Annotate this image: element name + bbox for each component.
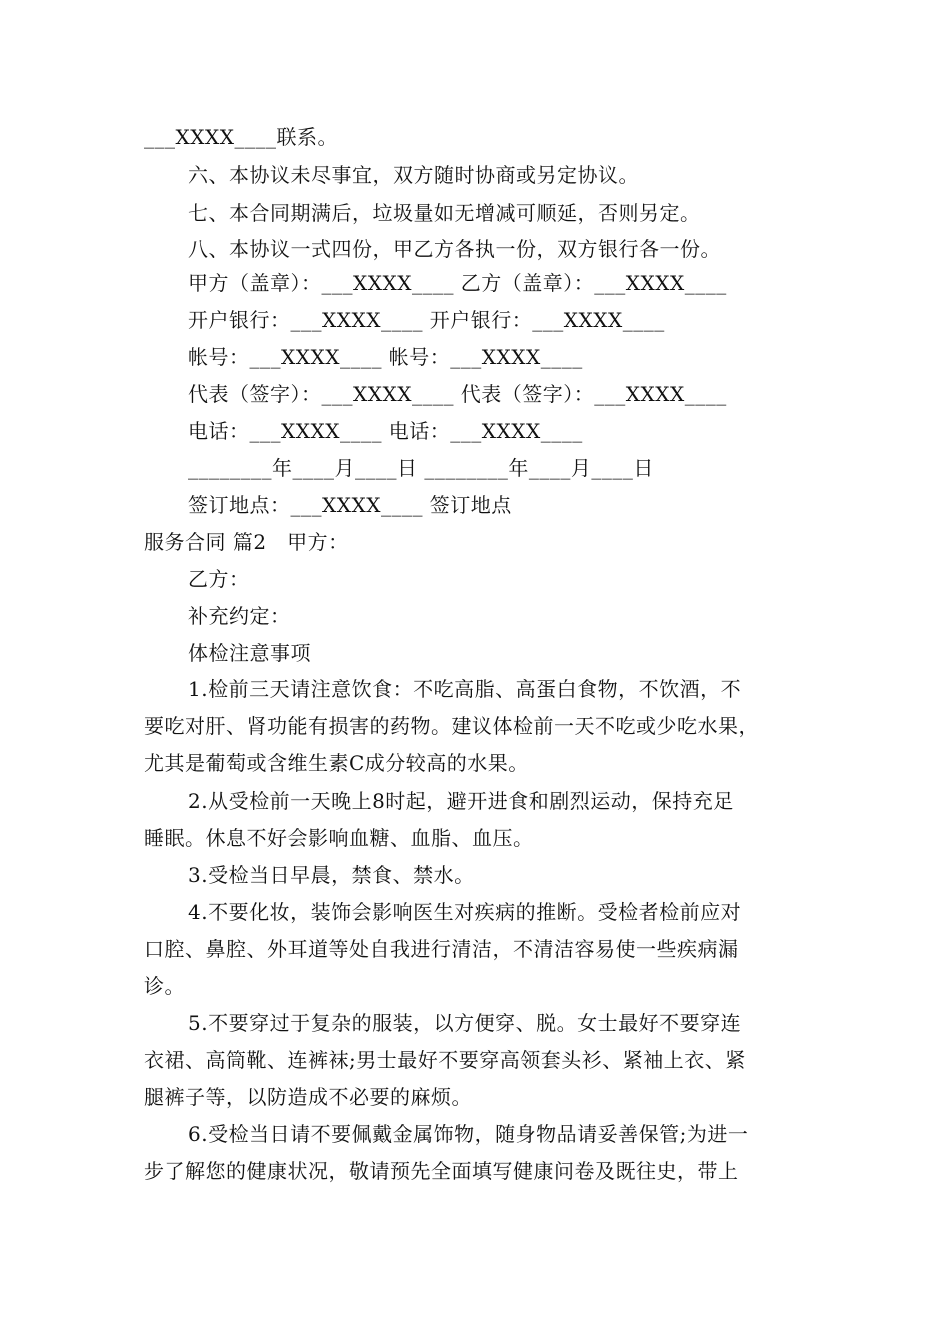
item-6-line-2: 步了解您的健康状况，敬请预先全面填写健康问卷及既往史，带上: [144, 1159, 739, 1183]
signing-place-line: 签订地点：___XXXX____ 签订地点: [188, 493, 512, 517]
clause-six: 六、本协议未尽事宜，双方随时协商或另定协议。: [188, 163, 639, 187]
party-b-line: 乙方：: [188, 567, 250, 591]
item-1-line-1: 1.检前三天请注意饮食：不吃高脂、高蛋白食物，不饮酒，不: [188, 677, 742, 701]
item-4-line-3: 诊。: [144, 974, 185, 998]
item-2-line-1: 2.从受检前一天晚上8时起，避开进食和剧烈运动，保持充足: [188, 789, 734, 813]
item-5-line-2: 衣裙、高筒靴、连裤袜;男士最好不要穿高领套头衫、紧袖上衣、紧: [144, 1048, 746, 1072]
item-2-line-2: 睡眠。休息不好会影响血糖、血脂、血压。: [144, 826, 534, 850]
clause-eight: 八、本协议一式四份，甲乙方各执一份，双方银行各一份。: [188, 237, 721, 261]
item-4-line-1: 4.不要化妆，装饰会影响医生对疾病的推断。受检者检前应对: [188, 900, 742, 924]
account-line: 帐号：___XXXX____ 帐号：___XXXX____: [188, 345, 583, 369]
date-line: ________年____月____日 ________年____月____日: [188, 456, 654, 480]
contact-line: ___XXXX____联系。: [144, 125, 338, 149]
clause-seven: 七、本合同期满后，垃圾量如无增减可顺延，否则另定。: [188, 201, 701, 225]
item-3-line-1: 3.受检当日早晨，禁食、禁水。: [188, 863, 475, 887]
item-5-line-3: 腿裤子等，以防造成不必要的麻烦。: [144, 1085, 472, 1109]
supplement-line: 补充约定：: [188, 604, 291, 628]
notice-title: 体检注意事项: [188, 641, 311, 665]
item-6-line-1: 6.受检当日请不要佩戴金属饰物，随身物品请妥善保管;为进一: [188, 1122, 749, 1146]
phone-line: 电话：___XXXX____ 电话：___XXXX____: [188, 419, 583, 443]
item-5-line-1: 5.不要穿过于复杂的服装，以方便穿、脱。女士最好不要穿连: [188, 1011, 742, 1035]
section-heading: 服务合同 篇2 甲方：: [144, 530, 349, 554]
representative-line: 代表（签字）：___XXXX____ 代表（签字）：___XXXX____: [188, 382, 727, 406]
item-4-line-2: 口腔、鼻腔、外耳道等处自我进行清洁，不清洁容易使一些疾病漏: [144, 937, 739, 961]
seal-line: 甲方（盖章）：___XXXX____ 乙方（盖章）：___XXXX____: [188, 271, 727, 295]
item-1-line-2: 要吃对肝、肾功能有损害的药物。建议体检前一天不吃或少吃水果，: [144, 714, 759, 738]
item-1-line-3: 尤其是葡萄或含维生素C成分较高的水果。: [144, 751, 529, 775]
bank-line: 开户银行：___XXXX____ 开户银行：___XXXX____: [188, 308, 665, 332]
